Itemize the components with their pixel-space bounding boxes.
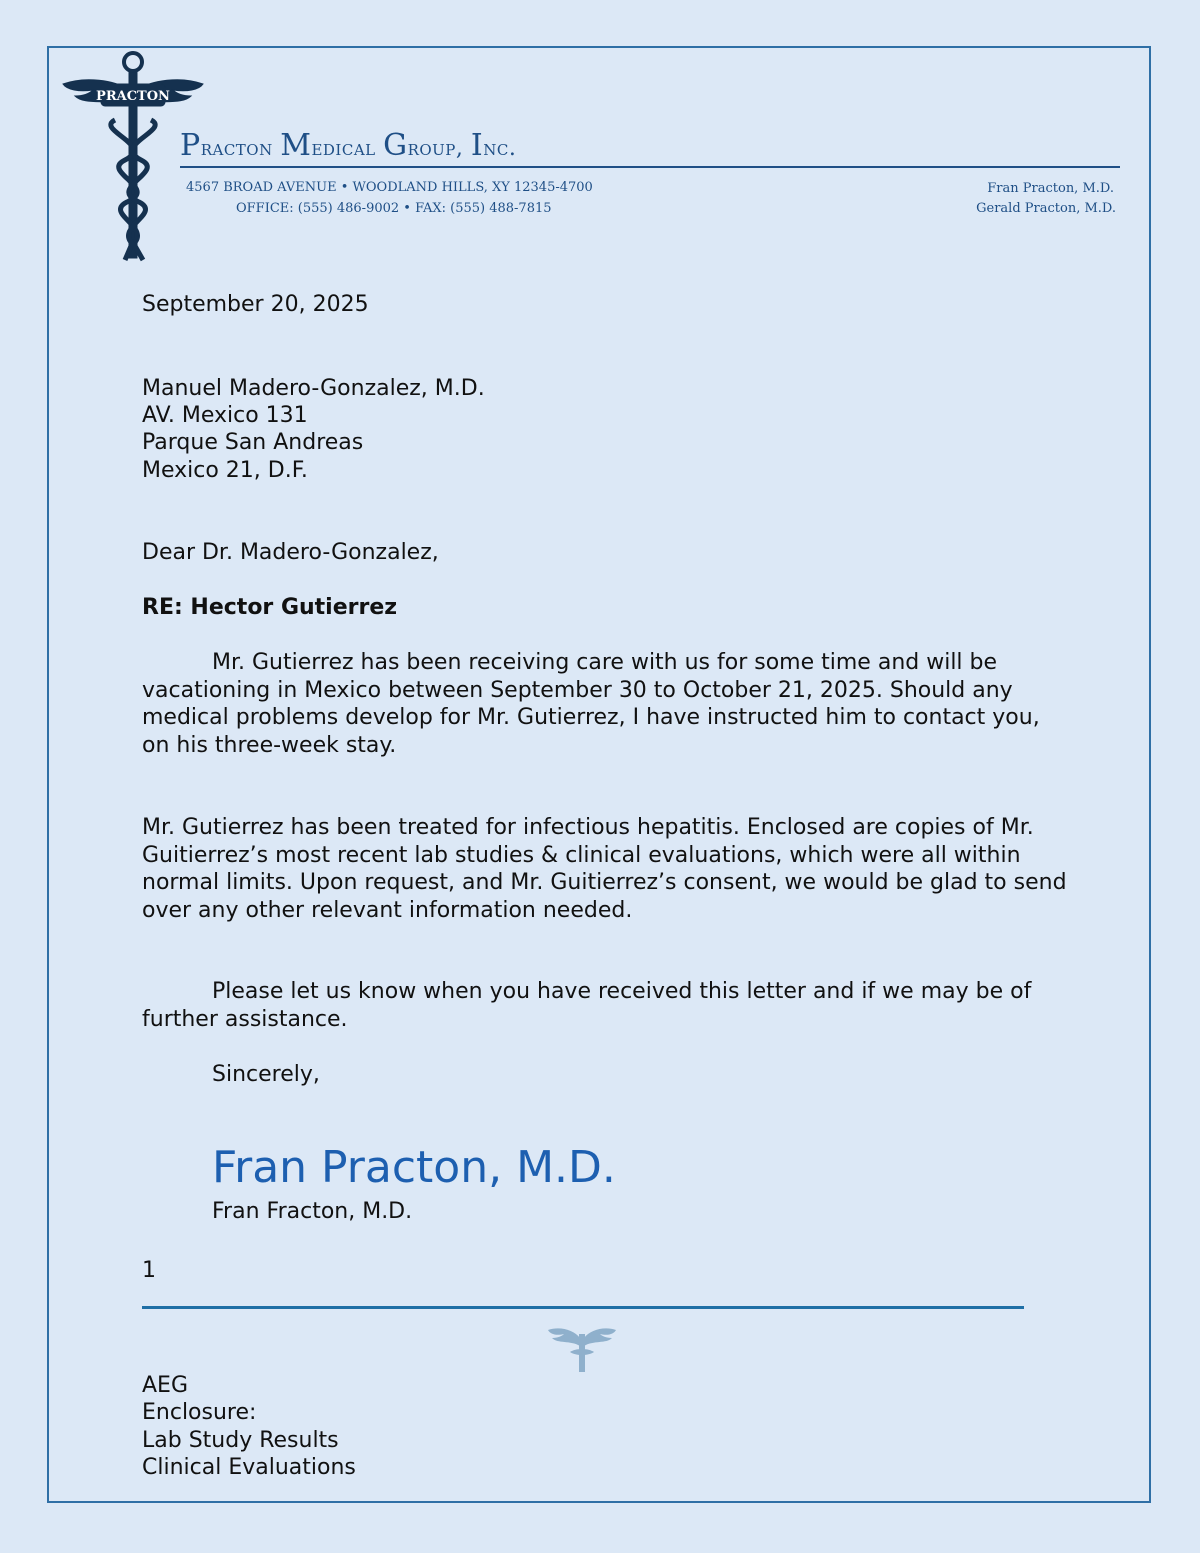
footer-divider bbox=[142, 1306, 1024, 1309]
salutation: Dear Dr. Madero-Gonzalez, bbox=[142, 540, 439, 565]
recipient-city: Mexico 21, D.F. bbox=[142, 458, 308, 483]
doctor-name-1: Fran Practon, M.D. bbox=[987, 181, 1114, 196]
enclosure-label: Enclosure: bbox=[142, 1400, 257, 1425]
body-paragraph-1: Mr. Gutierrez has been receiving care with us for some time and will be vacationing in Mexico between September 30 to October 21, 2025. Should any medical problems develop for Mr. Gutierrez, I have instructed him to contact you, on his three-week stay. bbox=[142, 650, 1040, 758]
enclosure-item: Lab Study Results bbox=[142, 1428, 339, 1453]
signature: Fran Practon, M.D. bbox=[212, 1142, 616, 1193]
body-paragraph-2: Mr. Gutierrez has been treated for infectious hepatitis. Enclosed are copies of Mr. Guitierrez’s most recent lab studies & clinical evaluations, which were all within normal limits. Upon request, and Mr. Guitierrez’s consent, we would be glad to send over any other relevant information needed. bbox=[142, 815, 1067, 923]
enclosure-item: Clinical Evaluations bbox=[142, 1455, 356, 1480]
page-number: 1 bbox=[142, 1258, 156, 1283]
page-border bbox=[47, 46, 1151, 1503]
subject-line: RE: Hector Gutierrez bbox=[142, 595, 398, 620]
caduceus-watermark-icon bbox=[546, 1326, 618, 1374]
letterhead-divider bbox=[180, 166, 1120, 168]
doctor-name-2: Gerald Practon, M.D. bbox=[976, 201, 1116, 216]
recipient-street: AV. Mexico 131 bbox=[142, 403, 308, 428]
company-name: Practon Medical Group, Inc. bbox=[180, 128, 517, 163]
company-address: 4567 BROAD AVENUE • WOODLAND HILLS, XY 12345-4700 bbox=[186, 180, 593, 195]
typist-initials: AEG bbox=[142, 1373, 188, 1398]
closing: Sincerely, bbox=[212, 1062, 320, 1087]
recipient-name: Manuel Madero-Gonzalez, M.D. bbox=[142, 376, 485, 401]
body-paragraph-3: Please let us know when you have received this letter and if we may be of further assistance. bbox=[142, 979, 1032, 1032]
recipient-area: Parque San Andreas bbox=[142, 430, 364, 455]
company-phone-fax: OFFICE: (555) 486-9002 • FAX: (555) 488-7815 bbox=[236, 201, 552, 216]
signer-name: Fran Fracton, M.D. bbox=[212, 1199, 413, 1224]
letter-date: September 20, 2025 bbox=[142, 292, 369, 317]
logo-banner-text: PRACTON bbox=[96, 89, 170, 104]
